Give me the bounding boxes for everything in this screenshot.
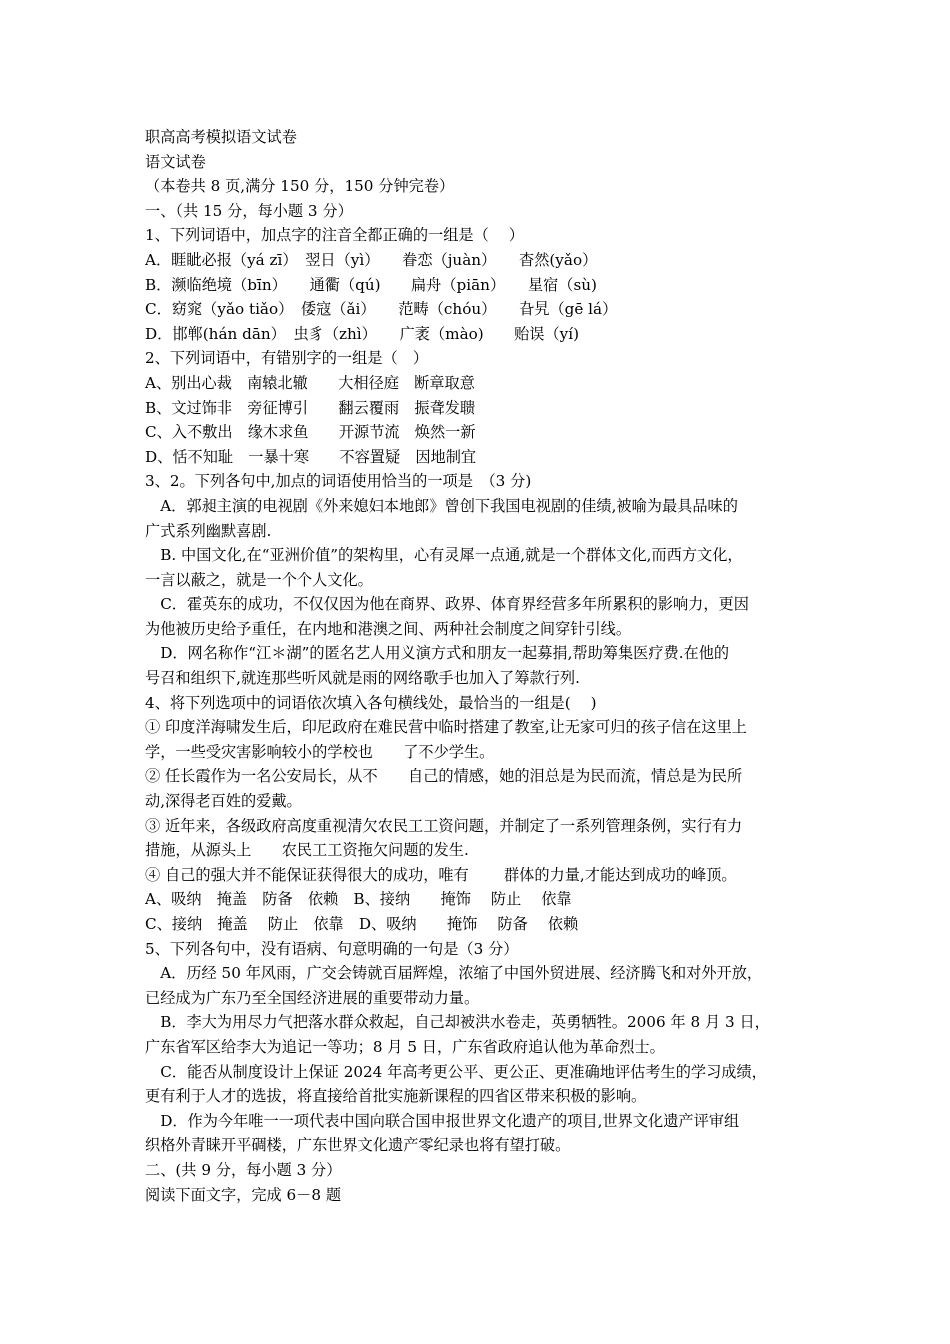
text-line: 1、下列词语中，加点字的注音全都正确的一组是（ ） (145, 226, 524, 245)
text-line: D、恬不知耻 一暴十寒 不容置疑 因地制宜 (145, 447, 477, 466)
exam-content (145, 125, 825, 1207)
text-line: ③ 近年来，各级政府高度重视清欠农民工工资问题，并制定了一系列管理条例，实行有力 (145, 816, 743, 835)
text-line: 5、下列各句中，没有语病、句意明确的一句是（3 分） (145, 939, 519, 958)
text-line: 动,深得老百姓的爱戴。 (145, 792, 302, 811)
text-line: 织格外青睐开平碉楼，广东世界文化遗产零纪录也将有望打破。 (145, 1136, 571, 1155)
text-line: A．睚眦必报（yá zī） 翌日（yì） 眷恋（juàn） 杳然(yǎo） (145, 250, 598, 269)
text-line: 语文试卷 (145, 152, 206, 171)
text-line: D．作为今年唯一一项代表中国向联合国申报世界文化遗产的项目,世界文化遗产评审组 (145, 1111, 740, 1130)
text-line: 3、2。下列各句中,加点的词语使用恰当的一项是 （3 分) (145, 472, 532, 491)
text-line: 号召和组织下,就连那些听风就是雨的网络歌手也加入了筹款行列. (145, 669, 580, 688)
text-line: C．霍英东的成功，不仅仅因为他在商界、政界、体育界经营多年所累积的影响力，更因 (145, 595, 749, 614)
text-line: D．网名称作“江＊湖”的匿名艺人用义演方式和朋友一起募捐,帮助筹集医疗费.在他的 (145, 644, 730, 663)
text-line: C、入不敷出 缘木求鱼 开源节流 焕然一新 (145, 423, 476, 442)
text-line: 学，一些受灾害影响较小的学校也 了不少学生。 (145, 742, 495, 761)
text-line: B、文过饰非 旁征博引 翻云覆雨 振聋发聩 (145, 398, 476, 417)
text-line: 为他被历史给予重任，在内地和港澳之间、两种社会制度之间穿针引线。 (145, 619, 631, 638)
text-line: A．历经 50 年风雨，广交会铸就百届辉煌，浓缩了中国外贸进展、经济腾飞和对外开放， (145, 964, 763, 983)
text-line: 已经成为广东乃至全国经济进展的重要带动力量。 (145, 988, 480, 1007)
text-line: C．能否从制度设计上保证 2024 年高考更公平、更公正、更准确地评估考生的学习成绩， (145, 1062, 767, 1081)
text-line: 措施，从源头上 农民工工资拖欠问题的发生. (145, 841, 469, 860)
text-line: 广式系列幽默喜剧. (145, 521, 272, 540)
text-line: 更有利于人才的选拔，将直接给首批实施新课程的四省区带来积极的影响。 (145, 1087, 647, 1106)
text-line: （本卷共 8 页,满分 150 分，150 分钟完卷） (145, 177, 455, 196)
text-line: C、接纳 掩盖 防止 依靠 D、吸纳 掩饰 防备 依赖 (145, 915, 579, 933)
text-line: ② 任长霞作为一名公安局长，从不 自己的情感，她的泪总是为民而流，情总是为民所 (145, 767, 743, 786)
text-line: B．濒临绝境（bīn） 通衢（qú) 扁舟（piān） 星宿（sù) (145, 275, 597, 294)
text-line: 一、（共 15 分，每小题 3 分） (145, 201, 353, 220)
text-line: D．邯郸(hán dān） 虫豸（zhì） 广袤（mào) 贻误（yí) (145, 324, 579, 343)
text-line: B．李大为用尽力气把落水群众救起，自己却被洪水卷走，英勇牺牲。2006 年 8 月 3 日， (145, 1013, 770, 1032)
text-line: B. 中国文化,在“亚洲价值”的架构里，心有灵犀一点通,就是一个群体文化,而西方文化， (145, 546, 743, 565)
text-line: ④ 自己的强大并不能保证获得很大的成功，唯有 群体的力量,才能达到成功的峰顶。 (145, 865, 737, 884)
text-line: 二、(共 9 分，每小题 3 分） (145, 1160, 342, 1179)
text-line: 广东省军区给李大为追记一等功；8 月 5 日，广东省政府追认他为革命烈士。 (145, 1037, 665, 1056)
text-line: A、别出心裁 南辕北辙 大相径庭 断章取意 (145, 373, 475, 392)
text-line: A．郭昶主演的电视剧《外来媳妇本地郎》曾创下我国电视剧的佳绩,被喻为最具品味的 (145, 496, 738, 515)
text-line: ① 印度洋海啸发生后，印尼政府在难民营中临时搭建了教室,让无家可归的孩子信在这里上 (145, 718, 747, 737)
text-line: C．窈窕（yǎo tiǎo） 倭寇（ǎi） 范畴（chóu） 旮旯（gē lá） (145, 300, 618, 319)
text-line: A、吸纳 掩盖 防备 依赖 B、接纳 掩饰 防止 依靠 (145, 890, 572, 909)
text-line: 2、下列词语中，有错别字的一组是（ ） (145, 349, 429, 368)
text-line: 一言以蔽之，就是一个个人文化。 (145, 570, 373, 589)
text-line: 职高高考模拟语文试卷 (145, 128, 297, 146)
text-line: 4、将下列选项中的词语依次填入各句横线处，最恰当的一组是( ) (145, 693, 597, 712)
text-line: 阅读下面文字，完成 6－8 题 (145, 1185, 342, 1204)
